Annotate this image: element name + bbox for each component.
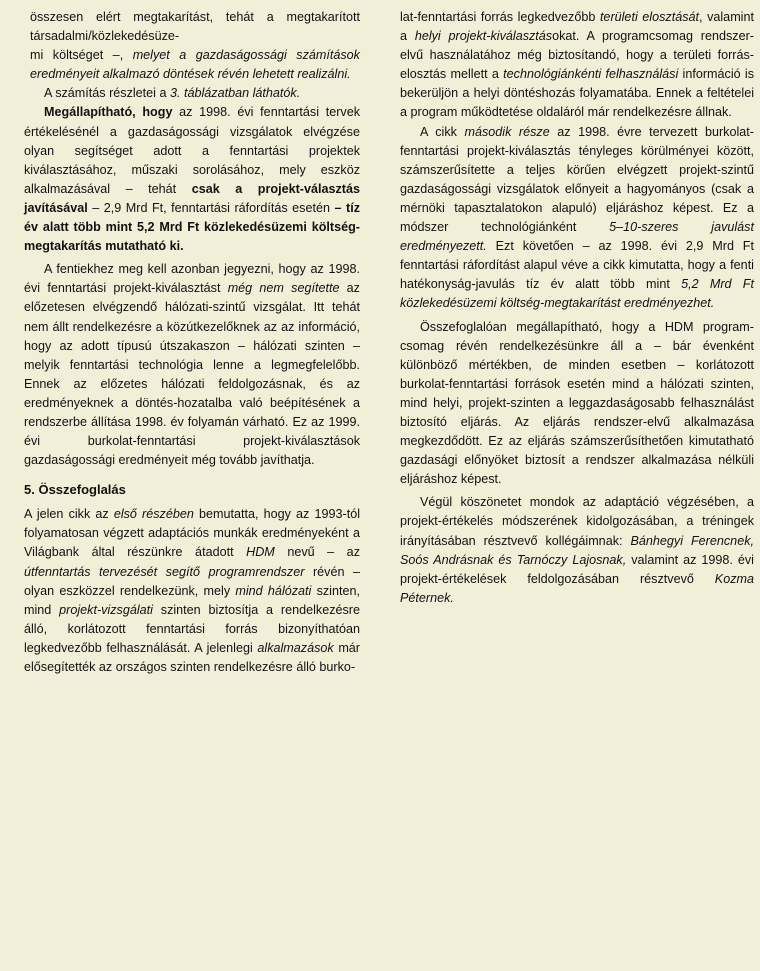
italic-text: melyet a gazdaságossági számítások eredményeit alkalmazó döntések révén lehetett realizálni. (30, 48, 360, 82)
italic-text: technológiánkénti felhasználási (503, 67, 679, 82)
italic-text: 3. táblázatban láthatók. (170, 86, 301, 101)
italic-text: még nem segítette (227, 281, 340, 296)
italic-text: projekt-vizsgálati (59, 602, 153, 617)
italic-text: első részében (113, 507, 194, 522)
paragraph-summary-cont: lat-fenntartási forrás legkedvezőbb területi elosztását, valamint a helyi projekt-kiválasztásokat. A programcsomag rendszer-elvű használatához még biztosítandó, hogy a területi forrás-elosztás mellett a technológiánkénti felhasználási információ is bekerüljön a helyi döntéshozás folyamatába. Ennek a feltételei a program működtetése oldaláról már rendelkezésre állnak. (400, 10, 755, 120)
right-column (400, 8, 754, 608)
paragraph-summary-first: A jelen cikk az első részében bemutatta, hogy az 1993-tól folyamatosan végzett adaptációs munkák eredményeként a Világbank által részünkre átadott HDM nevű – az útfenntartás tervezését segítő programrendszer révén – olyan eszközzel rendelkezünk, mely mind hálózati szinten, mind projekt-vizsgálati szinten biztosítja a rendelkezésre álló, korlátozott fenntartási forrás bizonyíthatóan legkedvezőbb felhasználását. A jelenlegi alkalmazások már elősegítették az országos szinten rendelkezésre álló burko- (24, 507, 361, 674)
italic-text: második része (464, 124, 550, 139)
italic-text: helyi projekt-kiválasztás (414, 29, 553, 44)
italic-text: Kozma Péternek. (400, 571, 754, 605)
paragraph-savings-intro: összesen elért megtakarítást, tehát a megtakarított társadalmi/közlekedésüze- (30, 10, 360, 44)
paragraph-acknowledgement: Végül köszönetet mondok az adaptáció végzésében, a projekt-értékelés módszerének kidolgozásában, a tréningek irányításában résztvevő kollégáimnak: Bánhegyi Ferencnek, Soós Andrásnak és Tarnóczy Lajosnak, valamint az 1998. évi projekt-értékelések feldolgozásában résztvevő Kozma Péternek. (400, 495, 754, 605)
paragraph-savings-cont: mi költséget –, melyet a gazdaságossági számítások eredményeit alkalmazó döntések révén lehetett realizálni. (30, 48, 360, 82)
paragraph-second-part: A cikk második része az 1998. évre tervezett burkolat-fenntartási projekt-kiválasztás tényleges körülményei között, számszerűsítette a teljes körűen elvégzett projekt-szintű gazdaságossági vizsgálatok előnyeit a hagyományos (csak a mérnöki tapasztalatokon alapuló) eljáráshoz képest. Ez a módszer technológiánként 5–10-szeres javulást eredményezett. Ezt követően – az 1998. évi 2,9 Mrd Ft fenntartási ráfordítást alapul véve a cikk kimutatta, hogy a fenti hatékonyság-javulás tíz év alatt több mint 5,2 Mrd Ft közlekedésüzemi költség-megtakarítást eredményezhet. (400, 124, 755, 311)
italic-text: területi elosztását (599, 10, 700, 24)
bold-text: csak a projekt-választás javításával (24, 181, 361, 215)
bold-text: Megállapítható, hogy (44, 105, 173, 120)
paragraph-table-ref: A számítás részletei a 3. táblázatban láthatók. (44, 86, 301, 101)
bold-text: – tíz év alatt több mint 5,2 Mrd Ft közlekedésüzemi költség-megtakarítás mutatható ki. (24, 200, 360, 254)
italic-text: alkalmazások (257, 640, 334, 655)
left-column (24, 8, 360, 677)
section-heading-summary: 5. Összefoglalás (24, 482, 126, 498)
italic-text: HDM (246, 545, 275, 560)
paragraph-overall: Összefoglalóan megállapítható, hogy a HDM program-csomag révén rendelkezésünkre áll a – bár évenként különböző mértékben, de minden esetben – korlátozott burkolat-fenntartási források esetén mind a hálózati szinten, mind helyi, projekt-szinten a leggazdaságosabb felhasználást biztosító eljárás. Az eljárás rendszer-elvű alkalmazása megkezdődött. Ez az eljárás számszerűsíthetően kimutatható gazdasági előnyöket biztosít a rendszer alkalmazása nélküli eljáráshoz képest. (400, 319, 754, 487)
italic-text: útfenntartás tervezését segítő programrendszer (24, 564, 305, 579)
italic-text: Bánhegyi Ferencnek, Soós Andrásnak és Tarnóczy Lajosnak, (400, 533, 754, 567)
paragraph-note-network: A fentiekhez meg kell azonban jegyezni, hogy az 1998. évi fenntartási projekt-kiválasztást még nem segítette az előzetesen elvégzendő hálózati-szintű vizsgálat. Itt tehát nem állt rendelkezésre a közútkezelőknek az az információ, hogy az adott típusú útszakaszon – hálózati szinten – melyik fenntartási technológia lenne a legmegfelelőbb. Ennek az előzetes hálózati feldolgozásnak, és az eredményeknek a döntés-hozatalba való beépítésének a rendszerbe állítása 1998. év folyamán várható. Ez az 1999. évi burkolat-fenntartási projekt-kiválasztások gazdaságossági eredményeit még tovább javíthatja. (24, 262, 360, 468)
paragraph-conclusion-1998: Megállapítható, hogy az 1998. évi fenntartási tervek értékelésénél a gazdaságossági vizsgálatok elvégzése olyan segítséget adott a fenntartási projektek kiválasztásához, műszaki sorolásához, mely eszköz alkalmazásával – tehát csak a projekt-választás javításával – 2,9 Mrd Ft, fenntartási ráfordítás esetén – tíz év alatt több mint 5,2 Mrd Ft közlekedésüzemi költség-megtakarítás mutatható ki. (24, 105, 361, 254)
italic-text: 5–10-szeres javulást eredményezett. (400, 220, 754, 254)
italic-text: 5,2 Mrd Ft közlekedésüzemi költség-megtakarítást eredményezhet. (400, 277, 755, 311)
italic-text: mind hálózati (235, 583, 312, 598)
